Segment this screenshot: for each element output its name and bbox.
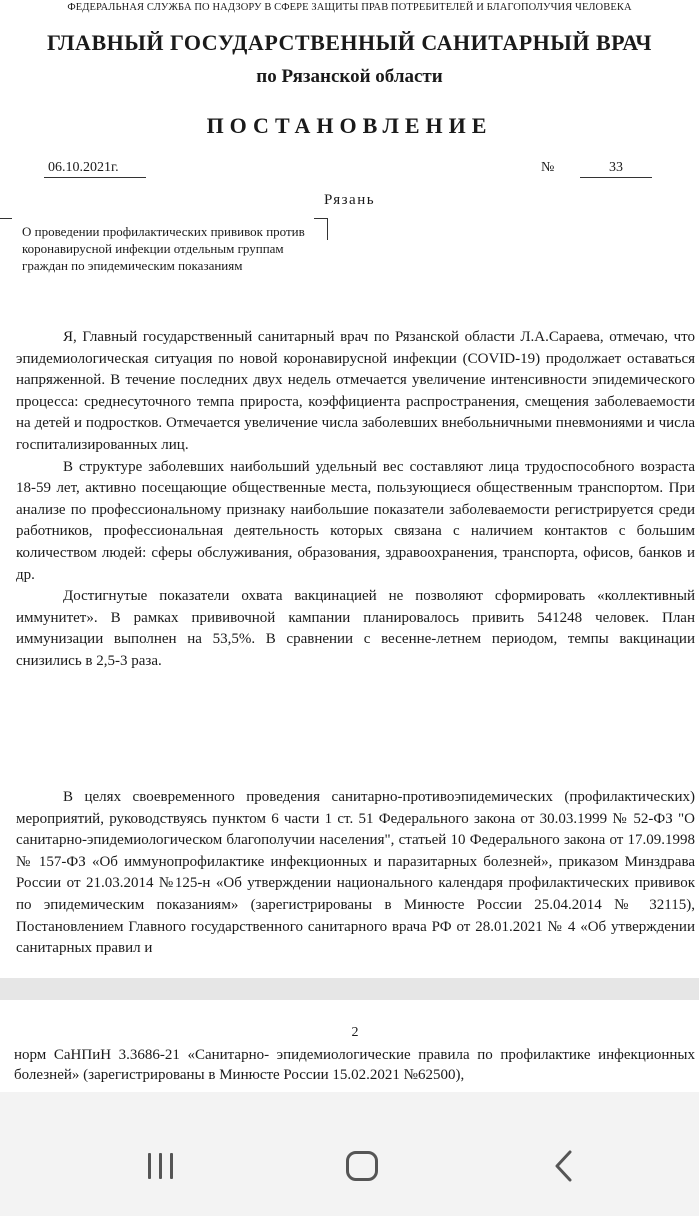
page-separator: [0, 978, 699, 1000]
page-number: 2: [351, 1025, 359, 1040]
home-button[interactable]: [340, 1146, 384, 1186]
document-subtitle: по Рязанской области: [256, 66, 443, 87]
back-button[interactable]: [546, 1146, 582, 1186]
body-section: [16, 327, 695, 673]
recent-apps-icon: [148, 1153, 173, 1179]
body-paragraph: Я, Главный государственный санитарный врач по Рязанской области Л.А.Сараева, отмечаю, что эпидемиологическая ситуация по новой коронавирусной инфекции (COVID-19) продолжает оставаться напряженной. В течение последних двух недель отмечается увеличение интенсивности эпидемического процесса: среднесуточного темпа прироста, коэффициента распространения, смещения заболеваемости на детей и подростков. Отмечается увеличение числа заболевших внебольничными пневмониями и числа госпитализированных лиц.: [16, 329, 695, 453]
document-date: 06.10.2021г.: [44, 160, 146, 178]
number-sign: №: [541, 160, 555, 175]
agency-name: ФЕДЕРАЛЬНАЯ СЛУЖБА ПО НАДЗОРУ В СФЕРЕ ЗАЩИТЫ ПРАВ ПОТРЕБИТЕЛЕЙ И БЛАГОПОЛУЧИЯ ЧЕЛОВЕКА: [67, 2, 632, 13]
back-icon: [553, 1149, 575, 1183]
body-paragraph: Достигнутые показатели охвата вакцинацией не позволяют сформировать «коллективный иммунитет». В рамках прививочной кампании планировалось привить 541248 человек. План иммунизации выполнен на 53,5%. В сравнении с весенне-летнем периодом, темпы вакцинации снизились в 2,5-3 раза.: [16, 588, 695, 669]
document-city: Рязань: [323, 192, 376, 208]
legal-basis-section: [16, 787, 695, 960]
recent-apps-button[interactable]: [140, 1146, 180, 1186]
body-paragraph: В структуре заболевших наибольший удельный вес составляют лица трудоспособного возраста 18-59 лет, активно посещающие общественные места, пользующиеся общественным транспортом. При анализе по профессиональному признаку наибольшие показатели заболеваемости регистрируется среди работников, профессиональная деятельность которых связана с наличием контактов с большим количеством людей: сферы обслуживания, образования, здравоохранения, транспорта, офисов, банков и др.: [16, 458, 695, 583]
document-title: ГЛАВНЫЙ ГОСУДАРСТВЕННЫЙ САНИТАРНЫЙ ВРАЧ: [46, 30, 652, 55]
body-paragraph-legal: В целях своевременного проведения санитарно-противоэпидемических (профилактических) мероприятий, руководствуясь пунктом 6 части 1 ст. 51 Федерального закона от 30.03.1999 № 52-ФЗ "О санитарно-эпидемиологическом благополучии населения", статьей 10 Федерального закона от 17.09.1998 № 157-ФЗ «Об иммунопрофилактике инфекционных и паразитарных болезней», приказом Минздрава России от 21.03.2014 №125-н «Об утверждении национального календаря профилактических прививок по эпидемическим показаниям» (зарегистрированы в Минюсте России 25.04.2014 № 32115), Постановлением Главного государственного санитарного врача РФ от 28.01.2021 № 4 «Об утверждении санитарных правил и: [16, 789, 695, 957]
document-number: 33: [580, 160, 652, 178]
page2-continuation: норм СаНПиН 3.3686-21 «Санитарно- эпидемиологические правила по профилактике инфекционных болезней» (зарегистрированы в Минюсте России 15.02.2021 №62500),: [14, 1047, 695, 1083]
document-type: ПОСТАНОВЛЕНИЕ: [206, 113, 493, 138]
home-icon: [346, 1151, 378, 1181]
document-subject: О проведении профилактических прививок против коронавирусной инфекции отдельным группам граждан по эпидемическим показаниям: [22, 224, 305, 274]
subject-corner-left: [0, 218, 12, 219]
